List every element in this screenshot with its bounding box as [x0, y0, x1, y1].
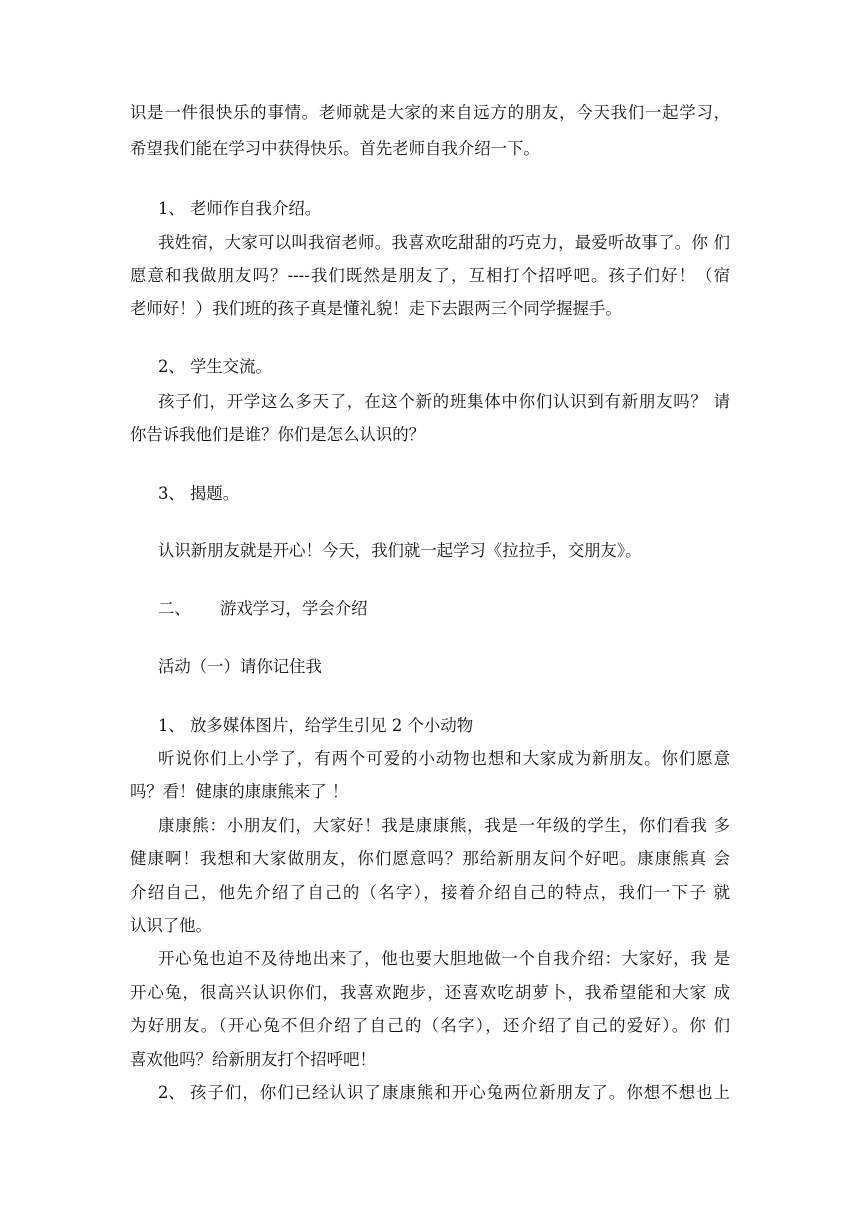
list-number: 1、 [158, 716, 185, 735]
paragraph-line: 吗？看！健康的康康熊来了 ！ [130, 782, 349, 801]
list-number: 3、 [158, 484, 185, 503]
paragraph-line: 愿意和我做朋友吗？----我们既然是朋友了，互相打个招呼吧。孩子们好！（宿 [130, 266, 730, 285]
paragraph-line: 介绍自己，他先介绍了自己的（名字），接着介绍自己的特点，我们一下子 就 [130, 883, 730, 902]
paragraph-line: 孩子们，开学这么多天了，在这个新的班集体中你们认识到有新朋友吗？ 请 [158, 392, 730, 411]
paragraph-line: 识是一件很快乐的事情。老师就是大家的来自远方的朋友，今天我们一起学习， [130, 103, 730, 122]
list-number: 2、 [158, 1083, 185, 1102]
paragraph-line: 认识了他。 [130, 916, 212, 935]
paragraph-line: 喜欢他吗？给新朋友打个招呼吧！ [130, 1050, 376, 1069]
section-heading: 游戏学习，学会介绍 [220, 599, 368, 618]
paragraph-line: 健康啊！我想和大家做朋友，你们愿意吗？那给新朋友问个好吧。康康熊真 会 [130, 849, 730, 868]
paragraph-line: 认识新朋友就是开心！今天，我们就一起学习《拉拉手，交朋友》。 [158, 541, 642, 560]
paragraph-line: 开心兔也迫不及待地出来了，他也要大胆地做一个自我介绍：大家好，我 是 [158, 949, 730, 968]
section-heading: 放多媒体图片，给学生引见 2 个小动物 [190, 716, 474, 735]
paragraph-line: 孩子们，你们已经认识了康康熊和开心兔两位新朋友了。你想不想也上 [190, 1083, 730, 1102]
paragraph-line: 听说你们上小学了，有两个可爱的小动物也想和大家成为新朋友。你们愿意 [158, 749, 730, 768]
list-number: 2、 [158, 357, 185, 376]
section-heading: 揭题。 [190, 484, 240, 503]
list-number: 1、 [158, 199, 185, 218]
paragraph-line: 你告诉我他们是谁？你们是怎么认识的？ [130, 425, 426, 444]
paragraph-line: 我姓宿，大家可以叫我宿老师。我喜欢吃甜甜的巧克力，最爱听故事了。你 们 [158, 233, 730, 252]
paragraph-line: 老师好！）我们班的孩子真是懂礼貌！走下去跟两三个同学握握手。 [130, 299, 622, 318]
section-number: 二、 [158, 599, 191, 618]
paragraph-line: 开心兔，很高兴认识你们，我喜欢跑步，还喜欢吃胡萝卜，我希望能和大家 成 [130, 983, 730, 1002]
section-heading: 学生交流。 [190, 357, 272, 376]
activity-heading: 活动（一）请你记住我 [158, 657, 322, 676]
section-heading: 老师作自我介绍。 [190, 199, 322, 218]
paragraph-line: 康康熊：小朋友们，大家好！我是康康熊，我是一年级的学生，你们看我 多 [158, 816, 730, 835]
paragraph-line: 希望我们能在学习中获得快乐。首先老师自我介绍一下。 [130, 139, 540, 158]
paragraph-line: 为好朋友。（开心兔不但介绍了自己的（名字），还介绍了自己的爱好）。你 们 [130, 1016, 730, 1035]
